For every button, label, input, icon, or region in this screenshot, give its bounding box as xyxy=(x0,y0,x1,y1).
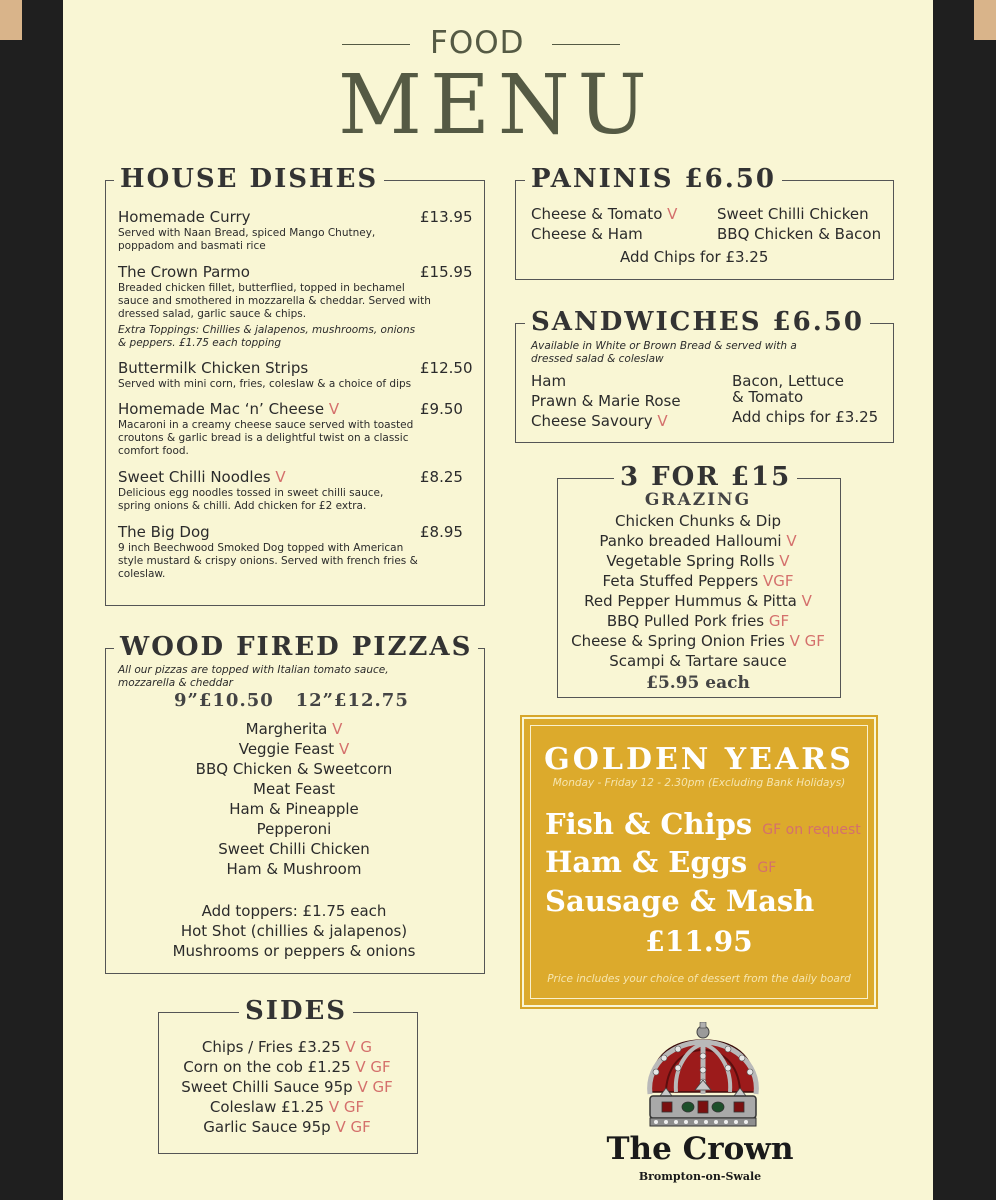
sandwiches-title: SANDWICHES £6.50 xyxy=(525,307,870,337)
vegetarian-tag: V xyxy=(332,720,343,738)
menu-item-name: Buttermilk Chicken Strips xyxy=(118,359,309,377)
brand-name: The Crown xyxy=(606,1131,794,1167)
dietary-tag: V GF xyxy=(328,1098,365,1116)
sandwich-item xyxy=(531,412,668,430)
vegetarian-tag: V xyxy=(275,468,286,486)
pizza-item: Pepperoni xyxy=(256,820,332,838)
side-item xyxy=(158,1077,416,1097)
menu-item-label: Homemade Mac ‘n’ Cheese xyxy=(118,400,325,418)
menu-item-name: Homemade Curry xyxy=(118,208,251,226)
grazing-label: BBQ Pulled Pork fries xyxy=(606,612,765,630)
dietary-tag: GF xyxy=(757,860,777,876)
panini-item: Sweet Chilli Chicken xyxy=(717,205,869,223)
pizza-item xyxy=(105,719,483,739)
golden-years-title: GOLDEN YEARS xyxy=(544,742,854,777)
side-label: Sweet Chilli Sauce 95p xyxy=(181,1078,353,1096)
menu-item-extra-toppings: Extra Toppings: Chillies & jalapenos, mushrooms, onions & peppers. £1.75 each topping xyxy=(118,324,416,349)
grazing-item xyxy=(557,551,839,571)
menu-item-price: £9.50 xyxy=(420,400,463,418)
background-edge-left xyxy=(0,0,22,40)
vegetarian-tag: V xyxy=(328,400,340,418)
side-item xyxy=(158,1117,416,1137)
dietary-tag: V xyxy=(786,532,797,550)
header-rule-right xyxy=(552,44,620,45)
dietary-tag: GF on request xyxy=(762,822,861,838)
pizza-label: Margherita xyxy=(245,720,328,738)
menu-item-price: £8.25 xyxy=(420,468,463,486)
menu-item-description: Delicious egg noodles tossed in sweet chilli sauce, spring onions & chilli. Add chicken for £2 extra. xyxy=(118,487,384,512)
pizzas-title: WOOD FIRED PIZZAS xyxy=(114,632,478,662)
golden-item-label: Ham & Eggs xyxy=(545,845,748,879)
menu-item-price: £8.95 xyxy=(420,523,463,541)
menu-item-description: Served with Naan Bread, spiced Mango Chutney, poppadom and basmati rice xyxy=(118,227,376,252)
panini-item: BBQ Chicken & Bacon xyxy=(717,225,882,243)
dietary-tag: V GF xyxy=(355,1058,391,1076)
paninis-title: PANINIS £6.50 xyxy=(525,164,782,194)
grazing-item xyxy=(557,591,839,611)
pizza-item xyxy=(105,739,483,759)
menu-item-description: 9 inch Beechwood Smoked Dog topped with American style mustard & crispy onions. Served with french fries & coleslaw. xyxy=(118,542,418,580)
golden-item xyxy=(545,807,861,841)
pizza-sizes: 9”£10.50 12”£12.75 xyxy=(174,690,409,711)
golden-years-price: £11.95 xyxy=(645,925,753,958)
food-label: FOOD xyxy=(430,25,525,61)
pizza-label: Veggie Feast xyxy=(238,740,335,758)
golden-item: Sausage & Mash xyxy=(545,884,815,918)
crown-logo-icon xyxy=(636,1022,770,1134)
grazing-item xyxy=(557,651,839,671)
dietary-tag: V xyxy=(779,552,790,570)
menu-item-description: Macaroni in a creamy cheese sauce served with toasted croutons & garlic bread is a delightful twist on a classic comfort food. xyxy=(118,419,414,457)
background-edge-right xyxy=(974,0,996,40)
pizza-item: Ham & Pineapple xyxy=(229,800,359,818)
side-item xyxy=(158,1037,416,1057)
grazing-item xyxy=(557,631,839,651)
grazing-price: £5.95 each xyxy=(646,673,750,693)
dietary-tag: V G xyxy=(345,1038,373,1056)
menu-item-price: £12.50 xyxy=(420,359,473,377)
toppers-line: Add toppers: £1.75 each xyxy=(201,902,387,920)
sandwich-item: Prawn & Marie Rose xyxy=(531,392,681,410)
menu-item-description: Served with mini corn, fries, coleslaw & a choice of dips xyxy=(118,378,412,390)
pizza-list xyxy=(105,719,483,879)
dietary-tag: GF xyxy=(768,612,790,630)
menu-item-price: £13.95 xyxy=(420,208,473,226)
sides-list xyxy=(158,1037,416,1137)
sandwich-item: Ham xyxy=(531,372,567,390)
page-title: MENU xyxy=(338,58,655,153)
sandwiches-note: Available in White or Brown Bread & served with a dressed salad & coleslaw xyxy=(531,340,797,365)
grazing-list xyxy=(557,511,839,671)
grazing-label: Panko breaded Halloumi xyxy=(599,532,782,550)
pizzas-note: All our pizzas are topped with Italian tomato sauce, mozzarella & cheddar xyxy=(118,664,389,689)
grazing-label: Cheese & Spring Onion Fries xyxy=(571,632,785,650)
pizza-item: Ham & Mushroom xyxy=(226,860,362,878)
golden-item-label: Fish & Chips xyxy=(545,807,753,841)
panini-item xyxy=(531,205,677,223)
grazing-item xyxy=(557,571,839,591)
grazing-label: Chicken Chunks & Dip xyxy=(614,512,782,530)
grazing-item xyxy=(557,531,839,551)
golden-years-subtitle: Monday - Friday 12 - 2.30pm (Excluding Bank Holidays) xyxy=(552,777,846,789)
toppers-line: Mushrooms or peppers & onions xyxy=(172,942,416,960)
side-item xyxy=(158,1057,416,1077)
vegetarian-tag: V xyxy=(657,412,668,430)
dietary-tag: V xyxy=(801,592,812,610)
grazing-label: Red Pepper Hummus & Pitta xyxy=(584,592,797,610)
pizza-item: Meat Feast xyxy=(253,780,335,798)
grazing-subtitle: GRAZING xyxy=(644,490,752,510)
grazing-item xyxy=(557,611,839,631)
menu-item-name: The Crown Parmo xyxy=(118,263,250,281)
toppers-line: Hot Shot (chillies & jalapenos) xyxy=(180,922,408,940)
sandwich-label: Cheese Savoury xyxy=(531,412,653,430)
sandwich-item: & Tomato xyxy=(732,388,804,406)
brand-location: Brompton-on-Swale xyxy=(638,1170,762,1183)
menu-item-description: Breaded chicken fillet, butterflied, topped in bechamel sauce and smothered in mozzarella & cheddar. Served with dressed salad, garlic sauce & chips. xyxy=(118,282,431,320)
header-rule-left xyxy=(342,44,410,45)
side-label: Garlic Sauce 95p xyxy=(203,1118,331,1136)
pizza-toppers xyxy=(105,901,483,961)
vegetarian-tag: V xyxy=(338,740,350,758)
side-label: Corn on the cob £1.25 xyxy=(183,1058,351,1076)
vegetarian-tag: V xyxy=(667,205,678,223)
menu-item-price: £15.95 xyxy=(420,263,473,281)
side-item xyxy=(158,1097,416,1117)
dietary-tag: V GF xyxy=(357,1078,393,1096)
grazing-item xyxy=(557,511,839,531)
grazing-title: 3 FOR £15 xyxy=(614,462,797,492)
grazing-label: Vegetable Spring Rolls xyxy=(606,552,775,570)
panini-item: Cheese & Ham xyxy=(531,225,643,243)
panini-add-chips: Add Chips for £3.25 xyxy=(620,248,769,266)
menu-item-name xyxy=(118,468,286,486)
side-label: Coleslaw £1.25 xyxy=(209,1098,325,1116)
pizza-item: BBQ Chicken & Sweetcorn xyxy=(195,760,393,778)
grazing-label: Scampi & Tartare sauce xyxy=(609,652,787,670)
dietary-tag: V GF xyxy=(789,632,825,650)
side-label: Chips / Fries £3.25 xyxy=(201,1038,341,1056)
golden-years-footer: Price includes your choice of dessert from the daily board xyxy=(547,973,851,985)
dietary-tag: V GF xyxy=(335,1118,371,1136)
sandwich-item: Bacon, Lettuce xyxy=(732,372,845,390)
menu-item-label: Sweet Chilli Noodles xyxy=(118,468,271,486)
grazing-label: Feta Stuffed Peppers xyxy=(602,572,759,590)
golden-item xyxy=(545,845,776,879)
menu-item-name xyxy=(118,400,339,418)
panini-label: Cheese & Tomato xyxy=(531,205,663,223)
sides-title: SIDES xyxy=(239,996,353,1026)
menu-item-name: The Big Dog xyxy=(118,523,210,541)
house-dishes-title: HOUSE DISHES xyxy=(114,164,384,194)
sandwich-add-chips: Add chips for £3.25 xyxy=(732,408,879,426)
pizza-item: Sweet Chilli Chicken xyxy=(218,840,370,858)
dietary-tag: VGF xyxy=(762,572,794,590)
